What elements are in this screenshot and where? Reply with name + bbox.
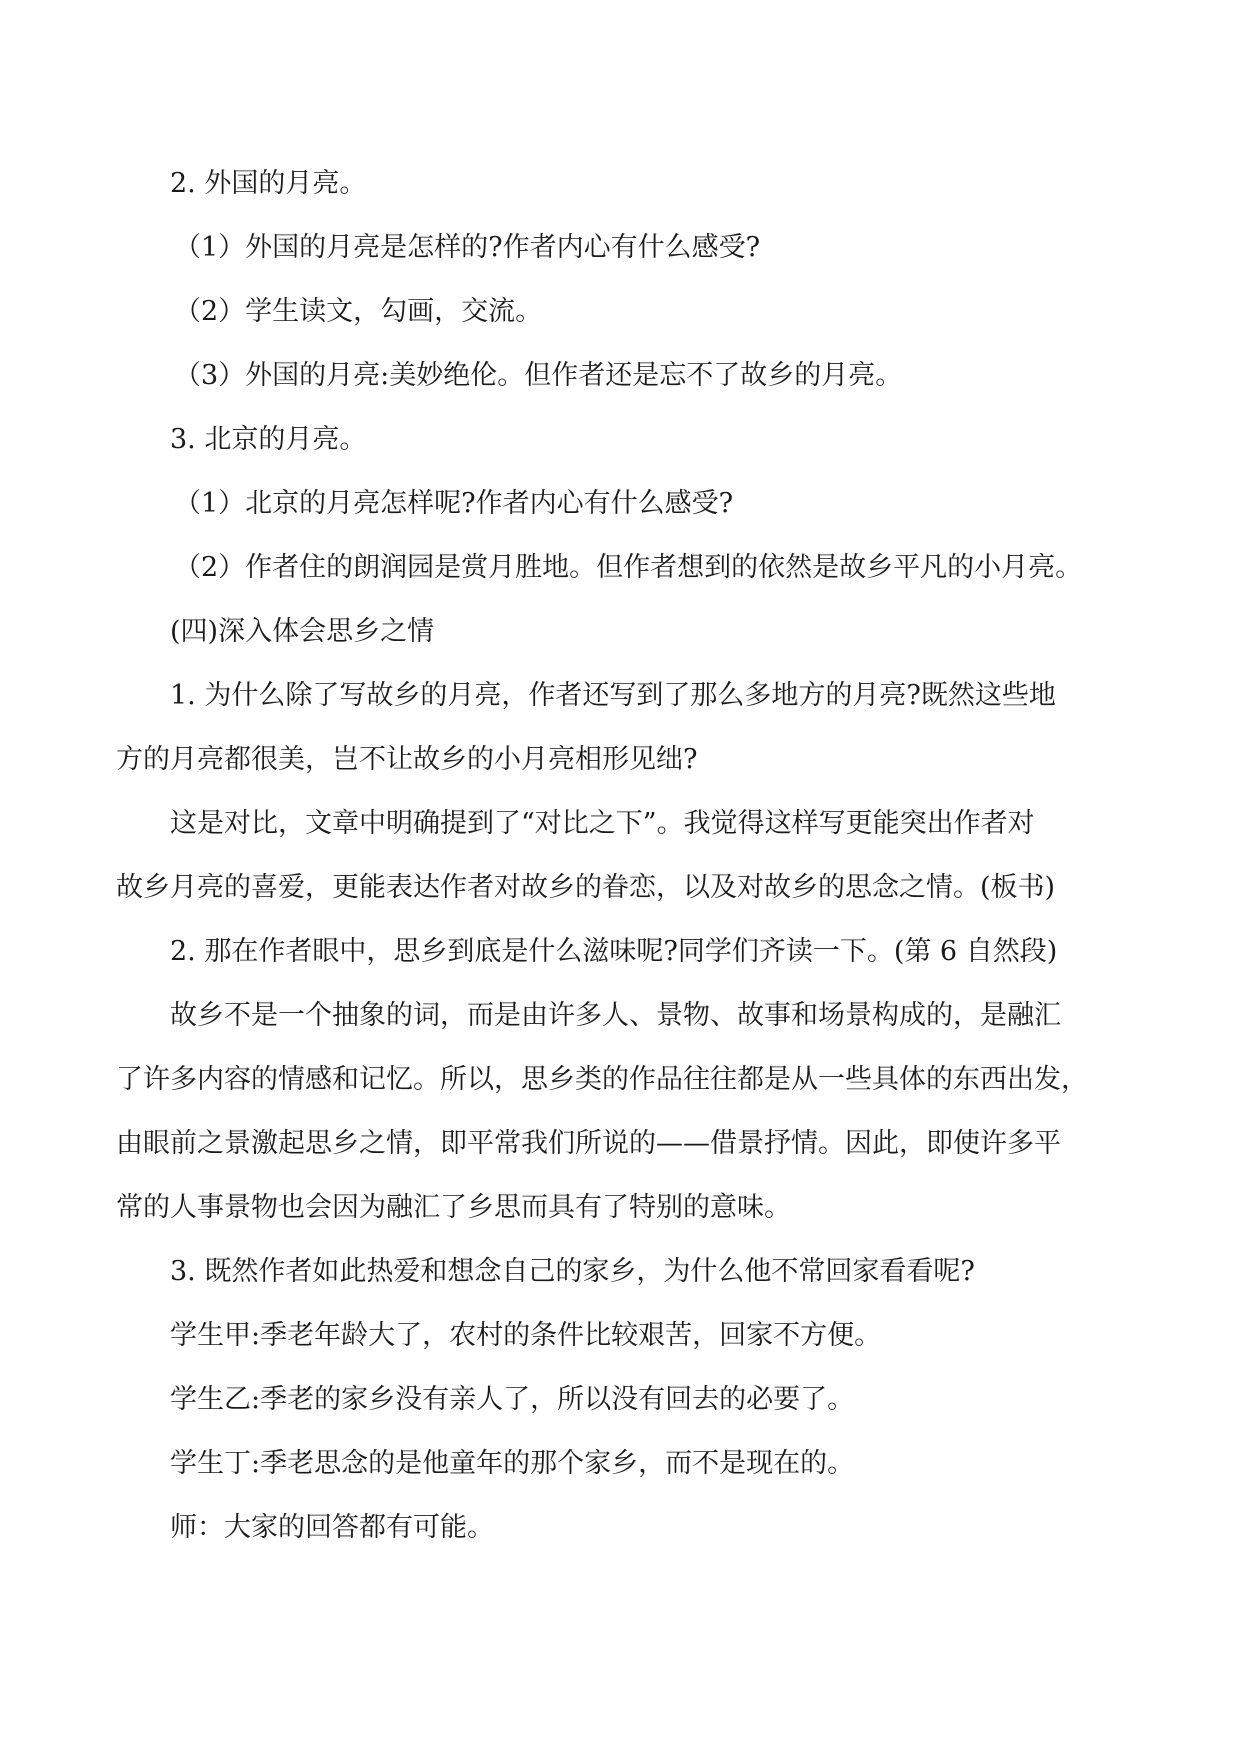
student-answer-b: 学生乙:季老的家乡没有亲人了，所以没有回去的必要了。 bbox=[170, 1384, 855, 1415]
teacher-remark: 师：大家的回答都有可能。 bbox=[170, 1512, 494, 1543]
paragraph-line: 这是对比，文章中明确提到了“对比之下”。我觉得这样写更能突出作者对 bbox=[170, 808, 1035, 839]
beijing-moon-summary: （2）作者住的朗润园是赏月胜地。但作者想到的依然是故乡平凡的小月亮。 bbox=[174, 552, 1083, 583]
paragraph-line: 由眼前之景激起思乡之情，即平常我们所说的——借景抒情。因此，即使许多平 bbox=[116, 1128, 1061, 1159]
paragraph-line: 了许多内容的情感和记忆。所以，思乡类的作品往往都是从一些具体的东西出发， bbox=[116, 1064, 1088, 1095]
paragraph-line: 常的人事景物也会因为融汇了乡思而具有了特别的意味。 bbox=[116, 1192, 791, 1223]
heading-beijing-moon: 3. 北京的月亮。 bbox=[170, 424, 367, 455]
paragraph-line: 1. 为什么除了写故乡的月亮，作者还写到了那么多地方的月亮?既然这些地 bbox=[170, 680, 1056, 711]
section-heading-four: (四)深入体会思乡之情 bbox=[170, 616, 435, 647]
heading-foreign-moon: 2. 外国的月亮。 bbox=[170, 168, 367, 199]
paragraph-line: 3. 既然作者如此热爱和想念自己的家乡，为什么他不常回家看看呢? bbox=[170, 1256, 975, 1287]
paragraph-line: 2. 那在作者眼中，思乡到底是什么滋味呢?同学们齐读一下。(第 6 自然段) bbox=[170, 936, 1058, 967]
question-beijing-moon: （1）北京的月亮怎样呢?作者内心有什么感受? bbox=[174, 488, 734, 519]
foreign-moon-summary: （3）外国的月亮:美妙绝伦。但作者还是忘不了故乡的月亮。 bbox=[174, 360, 903, 391]
student-answer-a: 学生甲:季老年龄大了，农村的条件比较艰苦，回家不方便。 bbox=[170, 1320, 882, 1351]
paragraph-line: 故乡不是一个抽象的词，而是由许多人、景物、故事和场景构成的，是融汇 bbox=[170, 1000, 1061, 1031]
question-foreign-moon: （1）外国的月亮是怎样的?作者内心有什么感受? bbox=[174, 232, 761, 263]
student-activity: （2）学生读文，勾画，交流。 bbox=[174, 296, 543, 327]
paragraph-line: 故乡月亮的喜爱，更能表达作者对故乡的眷恋，以及对故乡的思念之情。(板书) bbox=[116, 872, 1056, 903]
paragraph-line: 方的月亮都很美，岂不让故乡的小月亮相形见绌? bbox=[116, 744, 698, 775]
student-answer-d: 学生丁:季老思念的是他童年的那个家乡，而不是现在的。 bbox=[170, 1448, 855, 1479]
